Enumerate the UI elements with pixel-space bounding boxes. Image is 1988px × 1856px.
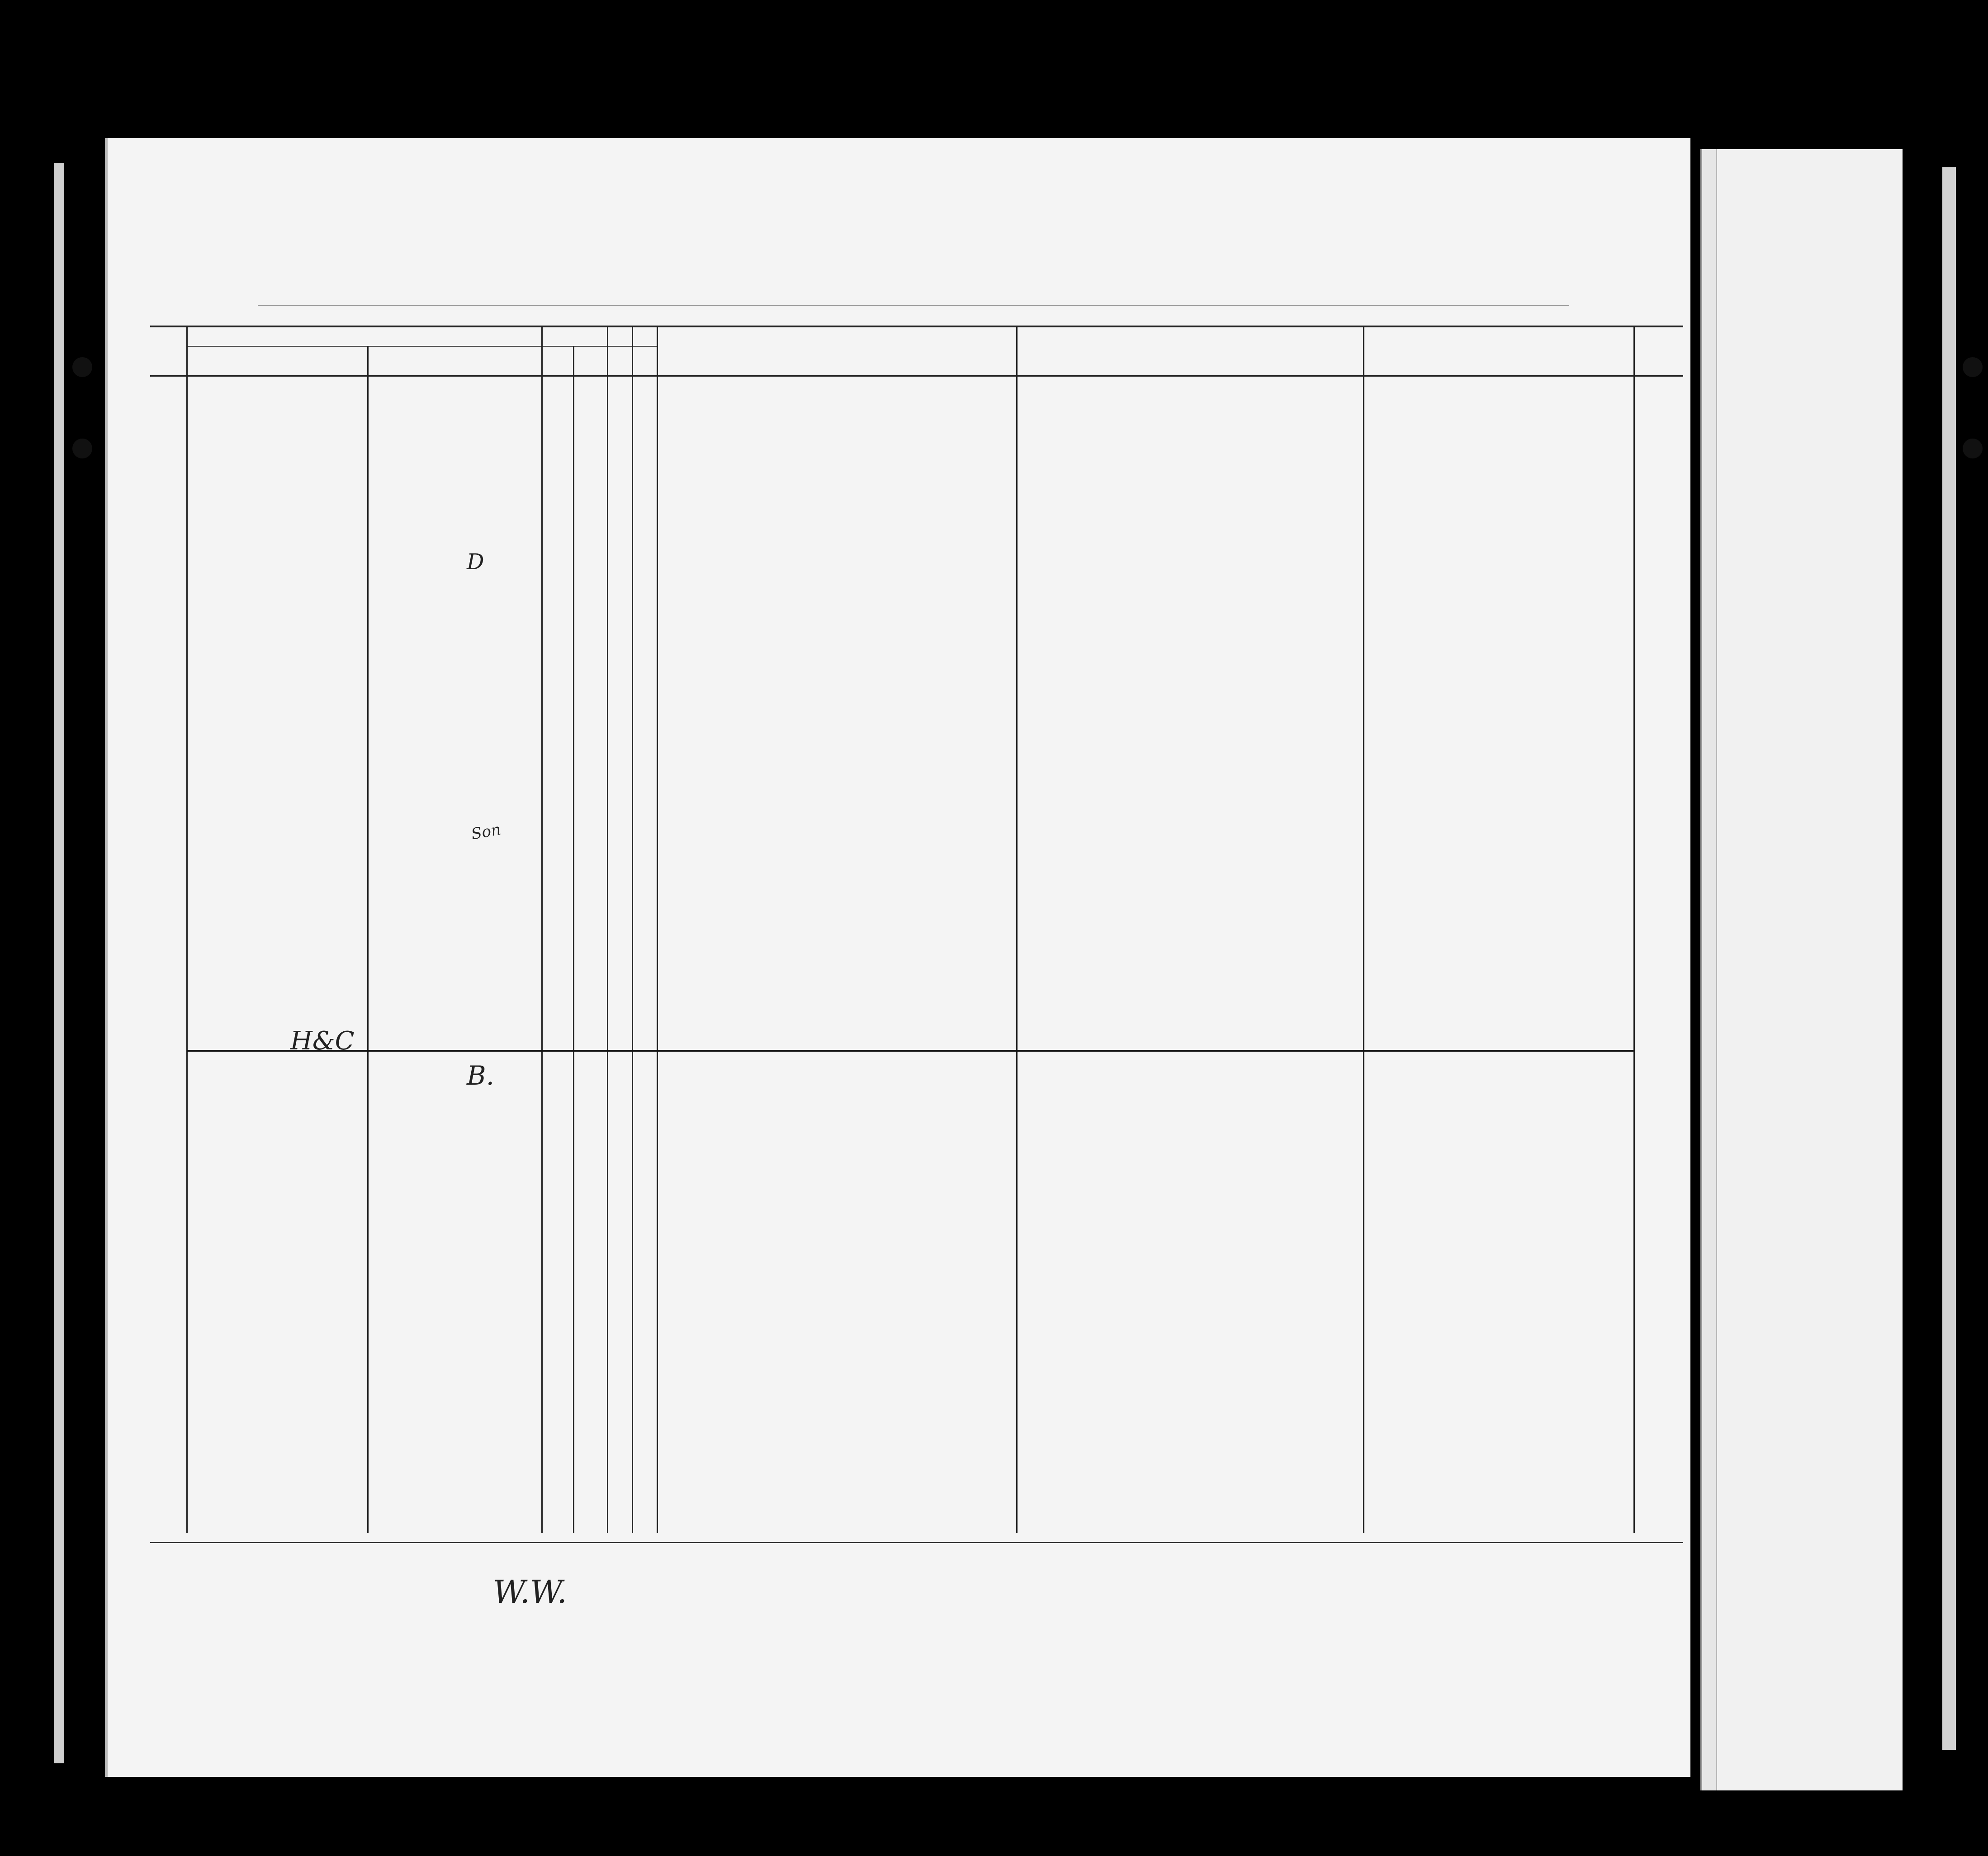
left-film-edge (54, 163, 64, 1763)
col-divider (186, 326, 188, 1533)
folded-pages (1700, 149, 1901, 1790)
punch-hole-icon (1963, 357, 1983, 377)
punch-hole-icon (72, 357, 92, 377)
handwritten-strike-note: H&C (290, 1026, 355, 1056)
line-18-strikethrough (187, 1050, 1633, 1052)
col-divider (1363, 326, 1364, 1533)
col-divider (632, 326, 633, 1533)
name-subheader-line (186, 346, 657, 347)
handwritten-b-mark: D (467, 549, 484, 575)
passenger-table (150, 326, 1683, 1542)
col-divider (657, 326, 658, 1533)
voyage-underline (258, 305, 1569, 306)
col-divider (1633, 326, 1635, 1533)
footer-divider (150, 1542, 1683, 1543)
col-divider (607, 326, 608, 1533)
handwritten-son-note: Son (470, 820, 502, 844)
purser-signature: W.W. (493, 1573, 567, 1610)
col-divider (1016, 326, 1018, 1533)
punch-hole-icon (1963, 439, 1983, 458)
col-divider (541, 326, 543, 1533)
col-divider (573, 346, 574, 1533)
right-film-edge (1942, 167, 1956, 1750)
col-divider (367, 346, 369, 1533)
table-top-border (150, 326, 1683, 327)
handwritten-b-mark: B. (467, 1060, 495, 1091)
table-header-bottom (150, 375, 1683, 377)
punch-hole-icon (72, 439, 92, 458)
